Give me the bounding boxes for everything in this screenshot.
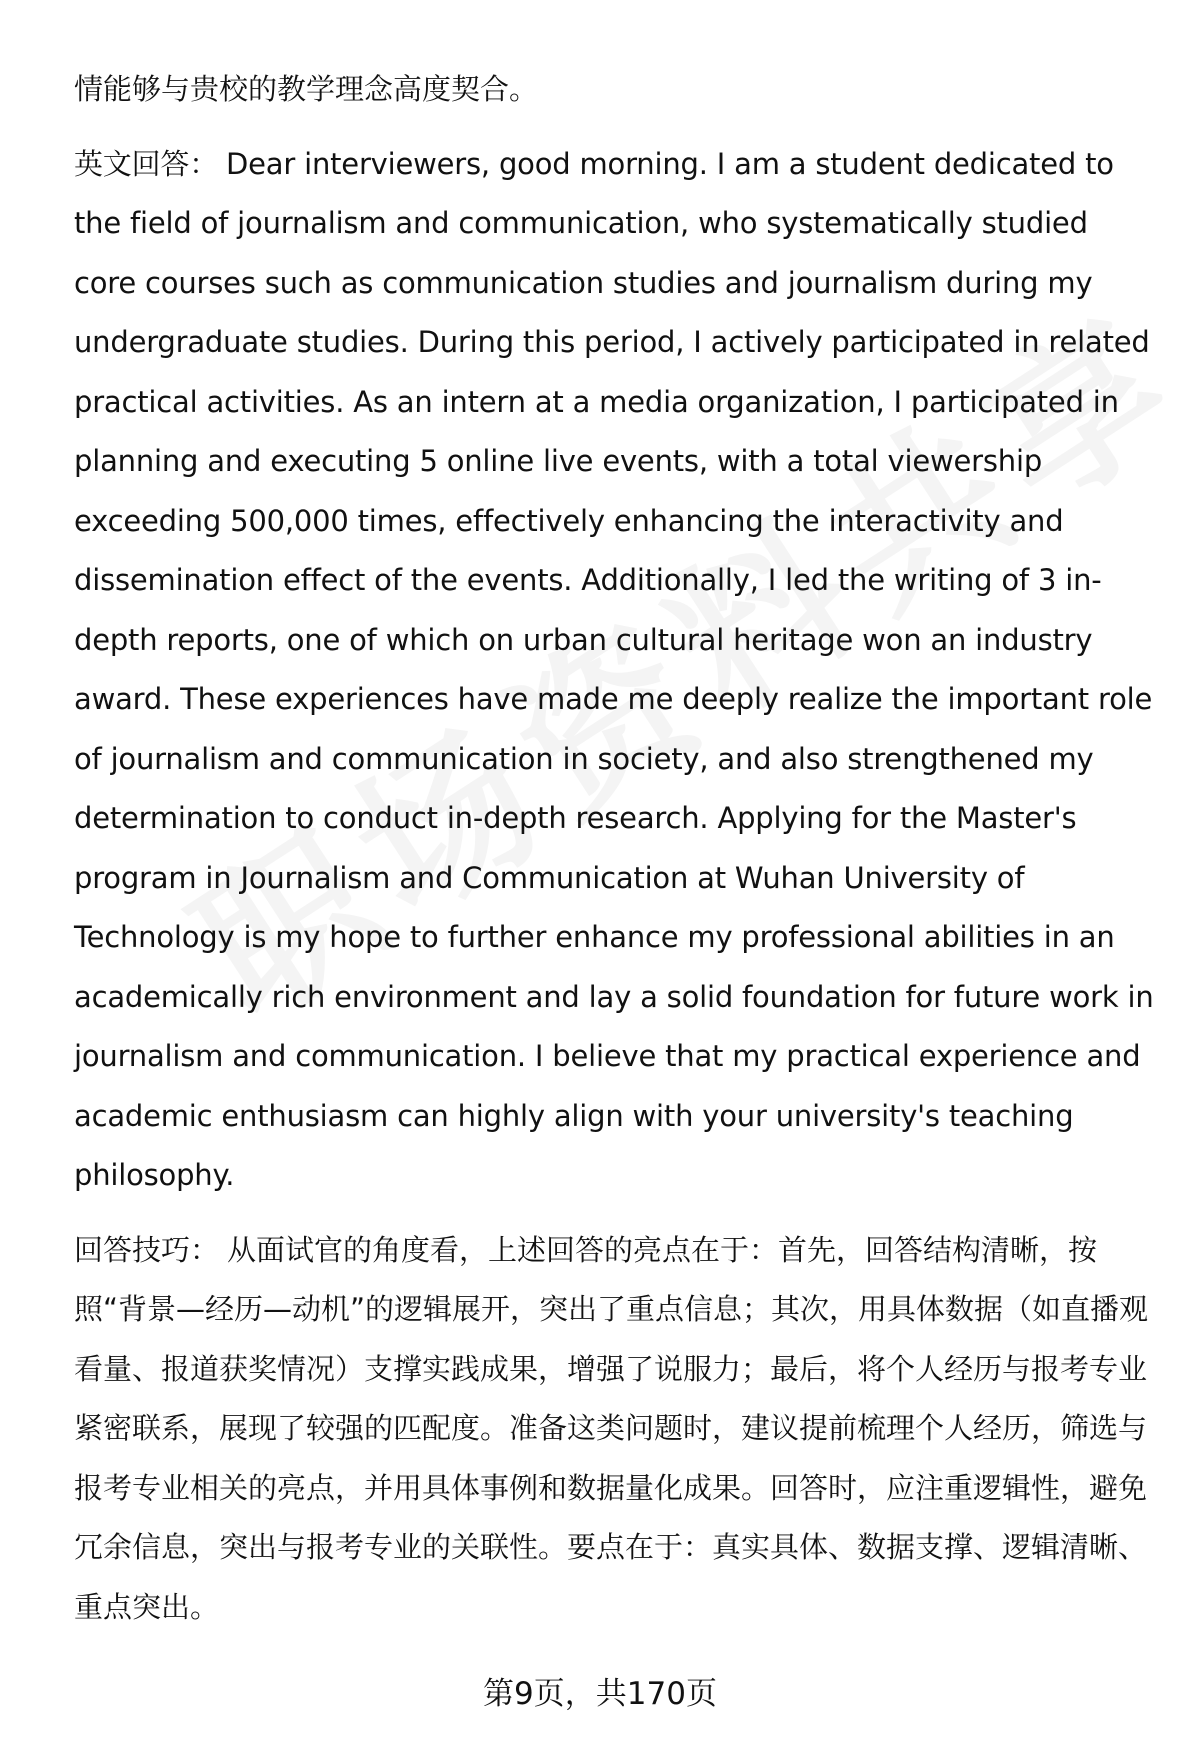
answer-tips-label: 回答技巧： <box>74 1232 220 1267</box>
english-answer-paragraph <box>74 135 1154 1206</box>
answer-tips-text: 从面试官的角度看，上述回答的亮点在于：首先，回答结构清晰，按照“背景—经历—动机”的逻辑展开，突出了重点信息；其次，用具体数据（如直播观看量、报道获奖情况）支撑实践成果，增强了说服力；最后，将个人经历与报考专业紧密联系，展现了较强的匹配度。准备这类问题时，建议提前梳理个人经历，筛选与报考专业相关的亮点，并用具体事例和数据量化成果。回答时，应注重逻辑性，避免冗余信息，突出与报考专业的关联性。要点在于：真实具体、数据支撑、逻辑清晰、重点突出。 <box>74 1232 1149 1624</box>
page-number-footer: 第9页，共170页 <box>483 1676 717 1712</box>
answer-tips-paragraph <box>74 1221 1154 1638</box>
english-answer-text: Dear interviewers, good morning. I am a student dedicated to the field of journalism and communication, who systematically studied core courses such as communication studies and journalism during my undergraduate studies. During this period, I actively participated in related practical activities. As an intern at a media organization, I participated in planning and executing 5 online live events, with a total viewership exceeding 500,000 times, effectively enhancing the interactivity and dissemination effect of the events. Additionally, I led the writing of 3 in-depth reports, one of which on urban cultural heritage won an industry award. These experiences have made me deeply realize the important role of journalism and communication in society, and also strengthened my determination to conduct in-depth research. Applying for the Master's program in Journalism and Communication at Wuhan University of Technology is my hope to further enhance my professional abilities in an academically rich environment and lay a solid foundation for future work in journalism and communication. I believe that my practical experience and academic enthusiasm can highly align with your university's teaching philosophy. <box>74 146 1154 1192</box>
english-answer-label: 英文回答： <box>74 146 219 181</box>
document-body <box>74 60 1154 1652</box>
intro-continuation: 情能够与贵校的教学理念高度契合。 <box>74 72 539 106</box>
